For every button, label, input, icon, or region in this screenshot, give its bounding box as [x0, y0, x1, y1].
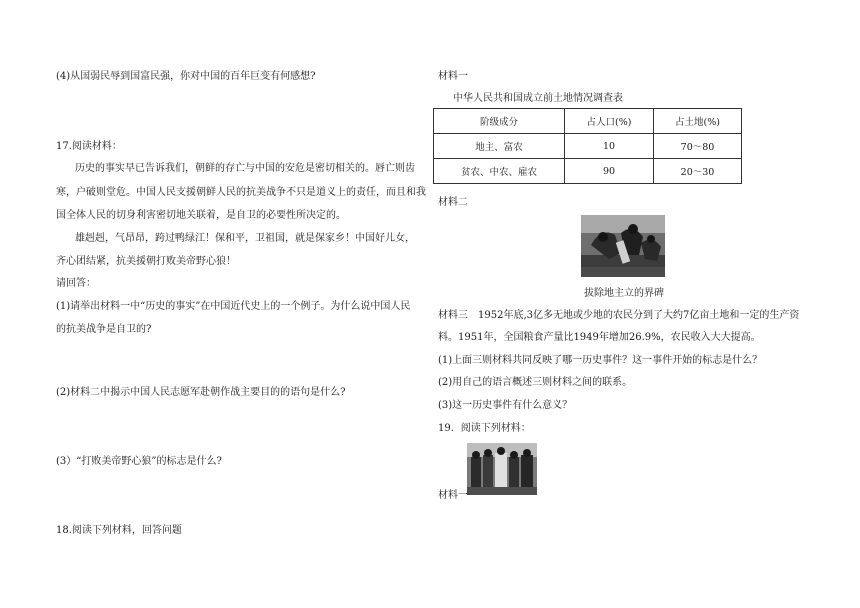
- question-18-title: 18.阅读下列材料，回答问题: [56, 525, 182, 536]
- q18-sub-3: (3)这一历史事件有什么意义？: [438, 400, 573, 411]
- table-cell: 地主、富农: [434, 134, 565, 159]
- question-16-4: (4)从国弱民辱到国富民强，你对中国的百年巨变有何感想?: [56, 71, 316, 82]
- table-cell: 20～30: [654, 159, 742, 184]
- q17-material-1-line-2: 寒，户破则堂危。中国人民支援朝鲜人民的抗美战争不只是道义上的责任，而且和我: [56, 187, 426, 198]
- photo-caption: 拔除地主立的界碑: [584, 288, 664, 299]
- material-3-line-1: 材料三 1952年底,3亿多无地或少地的农民分到了大约7亿亩土地和一定的生产资: [438, 310, 800, 321]
- q19-material-1-label: 材料一: [438, 490, 468, 501]
- table-row: [434, 159, 742, 184]
- table-header-cell: 占人口(%): [565, 109, 654, 134]
- q17-material-2-line-1: 雄赳赳，气昂昂，跨过鸭绿江！保和平，卫祖国，就是保家乡！中国好儿女，: [75, 233, 415, 244]
- q17-material-2-line-2: 齐心团结紧，抗美援朝打败美帝野心狼！: [56, 256, 236, 267]
- table-header-cell: 阶级成分: [434, 109, 565, 134]
- q18-sub-1: (1)上面三则材料共同反映了哪一历史事件？这一事件开始的标志是什么？: [438, 355, 763, 366]
- material-2-label: 材料二: [438, 197, 468, 208]
- table-header-cell: 占土地(%): [654, 109, 742, 134]
- founding-ceremony-photo: [467, 443, 537, 495]
- table-title: 中华人民共和国成立前土地情况调查表: [453, 93, 623, 104]
- q18-sub-2: (2)用自己的语言概述三则材料之间的联系。: [438, 377, 633, 388]
- q17-material-1-line-1: 历史的事实早已告诉我们，朝鲜的存亡与中国的安危是密切相关的。唇亡则齿: [75, 163, 415, 174]
- question-19-title: 19．阅读下列材料：: [438, 423, 531, 434]
- land-survey-table: [433, 108, 742, 184]
- q17-sub-1-line-2: 的抗美战争是自卫的?: [56, 324, 152, 335]
- table-cell: 70～80: [654, 134, 742, 159]
- table-cell: 90: [565, 159, 654, 184]
- material-3-line-2: 料。1951年，全国粮食产量比1949年增加26.9%，农民收入大大提高。: [438, 332, 761, 343]
- material-1-label: 材料一: [438, 71, 468, 82]
- table-header-row: [434, 109, 742, 134]
- boundary-stone-photo: [581, 215, 665, 277]
- q17-sub-2: (2)材料二中揭示中国人民志愿军赴朝作战主要目的的语句是什么?: [56, 387, 346, 398]
- q17-material-1-line-3: 国全体人民的切身利害密切地关联着，是自卫的必要性所决定的。: [56, 210, 346, 221]
- q17-sub-3: (3）“打败美帝野心狼”的标志是什么?: [56, 456, 222, 467]
- q17-sub-1-line-1: (1)请举出材料一中“历史的事实”在中国近代史上的一个例子。为什么说中国人民: [56, 301, 411, 312]
- table-cell: 贫农、中农、雇农: [434, 159, 565, 184]
- q17-ask: 请回答：: [56, 278, 96, 289]
- table-row: [434, 134, 742, 159]
- table-cell: 10: [565, 134, 654, 159]
- question-17-title: 17.阅读材料：: [56, 141, 122, 152]
